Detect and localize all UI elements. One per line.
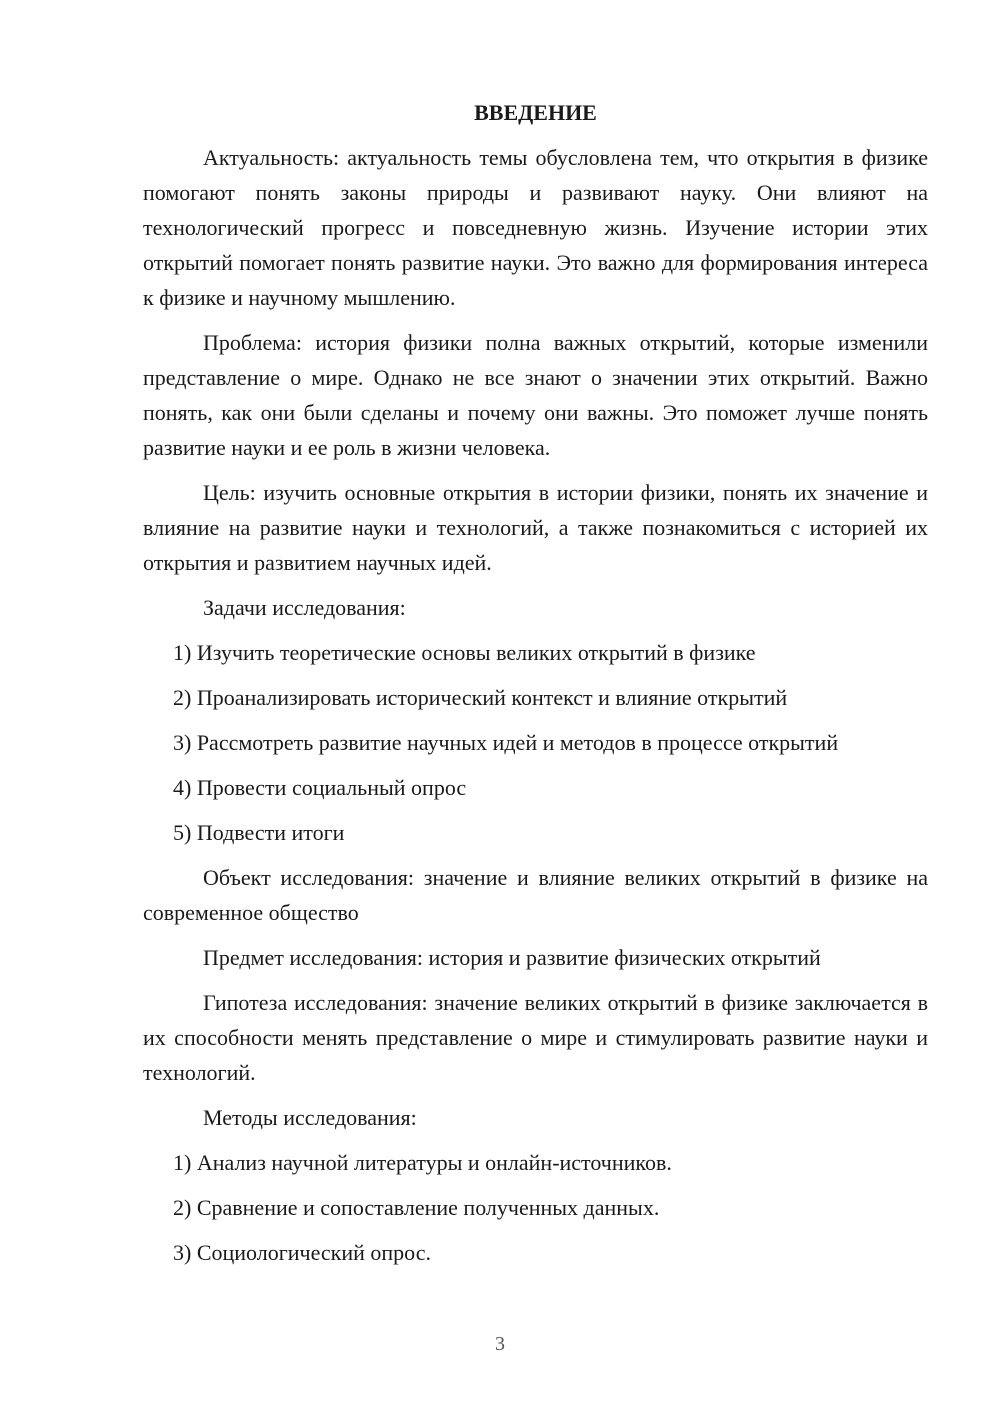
list-item: 2) Проанализировать исторический контекст и влияние открытий <box>173 685 788 710</box>
list-item: 3) Социологический опрос. <box>173 1240 431 1265</box>
list-item: 4) Провести социальный опрос <box>173 775 467 800</box>
list-item: 5) Подвести итоги <box>173 820 345 845</box>
list-item: 2) Сравнение и сопоставление полученных данных. <box>173 1195 660 1220</box>
goal-paragraph: Цель: изучить основные открытия в истории физики, понять их значение и влияние на развитие науки и технологий, а также познакомиться с историей их открытия и развитием научных идей. <box>143 480 928 575</box>
page-title: ВВЕДЕНИЕ <box>474 100 597 125</box>
object-paragraph: Объект исследования: значение и влияние великих открытий в физике на современное общество <box>143 865 928 925</box>
document-page <box>143 95 928 1280</box>
tasks-label: Задачи исследования: <box>203 595 406 620</box>
page-number: 3 <box>495 1333 505 1355</box>
tasks-list <box>143 635 928 850</box>
list-item: 1) Изучить теоретические основы великих открытий в физике <box>173 640 756 665</box>
list-item: 1) Анализ научной литературы и онлайн-источников. <box>173 1150 672 1175</box>
hypothesis-paragraph: Гипотеза исследования: значение великих открытий в физике заключается в их способности менять представление о мире и стимулировать развитие науки и технологий. <box>143 990 928 1085</box>
relevance-paragraph: Актуальность: актуальность темы обусловлена тем, что открытия в физике помогают понять законы природы и развивают науку. Они влияют на технологический прогресс и повседневную жизнь. Изучение истории этих открытий помогает понять развитие науки. Это важно для формирования интереса к физике и научному мышлению. <box>143 145 928 310</box>
methods-list <box>143 1145 928 1270</box>
list-item: 3) Рассмотреть развитие научных идей и методов в процессе открытий <box>173 730 839 755</box>
subject-paragraph: Предмет исследования: история и развитие физических открытий <box>203 945 821 970</box>
problem-paragraph: Проблема: история физики полна важных открытий, которые изменили представление о мире. Однако не все знают о значении этих открытий. Важно понять, как они были сделаны и почему они важны. Это поможет лучше понять развитие науки и ее роль в жизни человека. <box>143 330 928 460</box>
methods-label: Методы исследования: <box>203 1105 417 1130</box>
